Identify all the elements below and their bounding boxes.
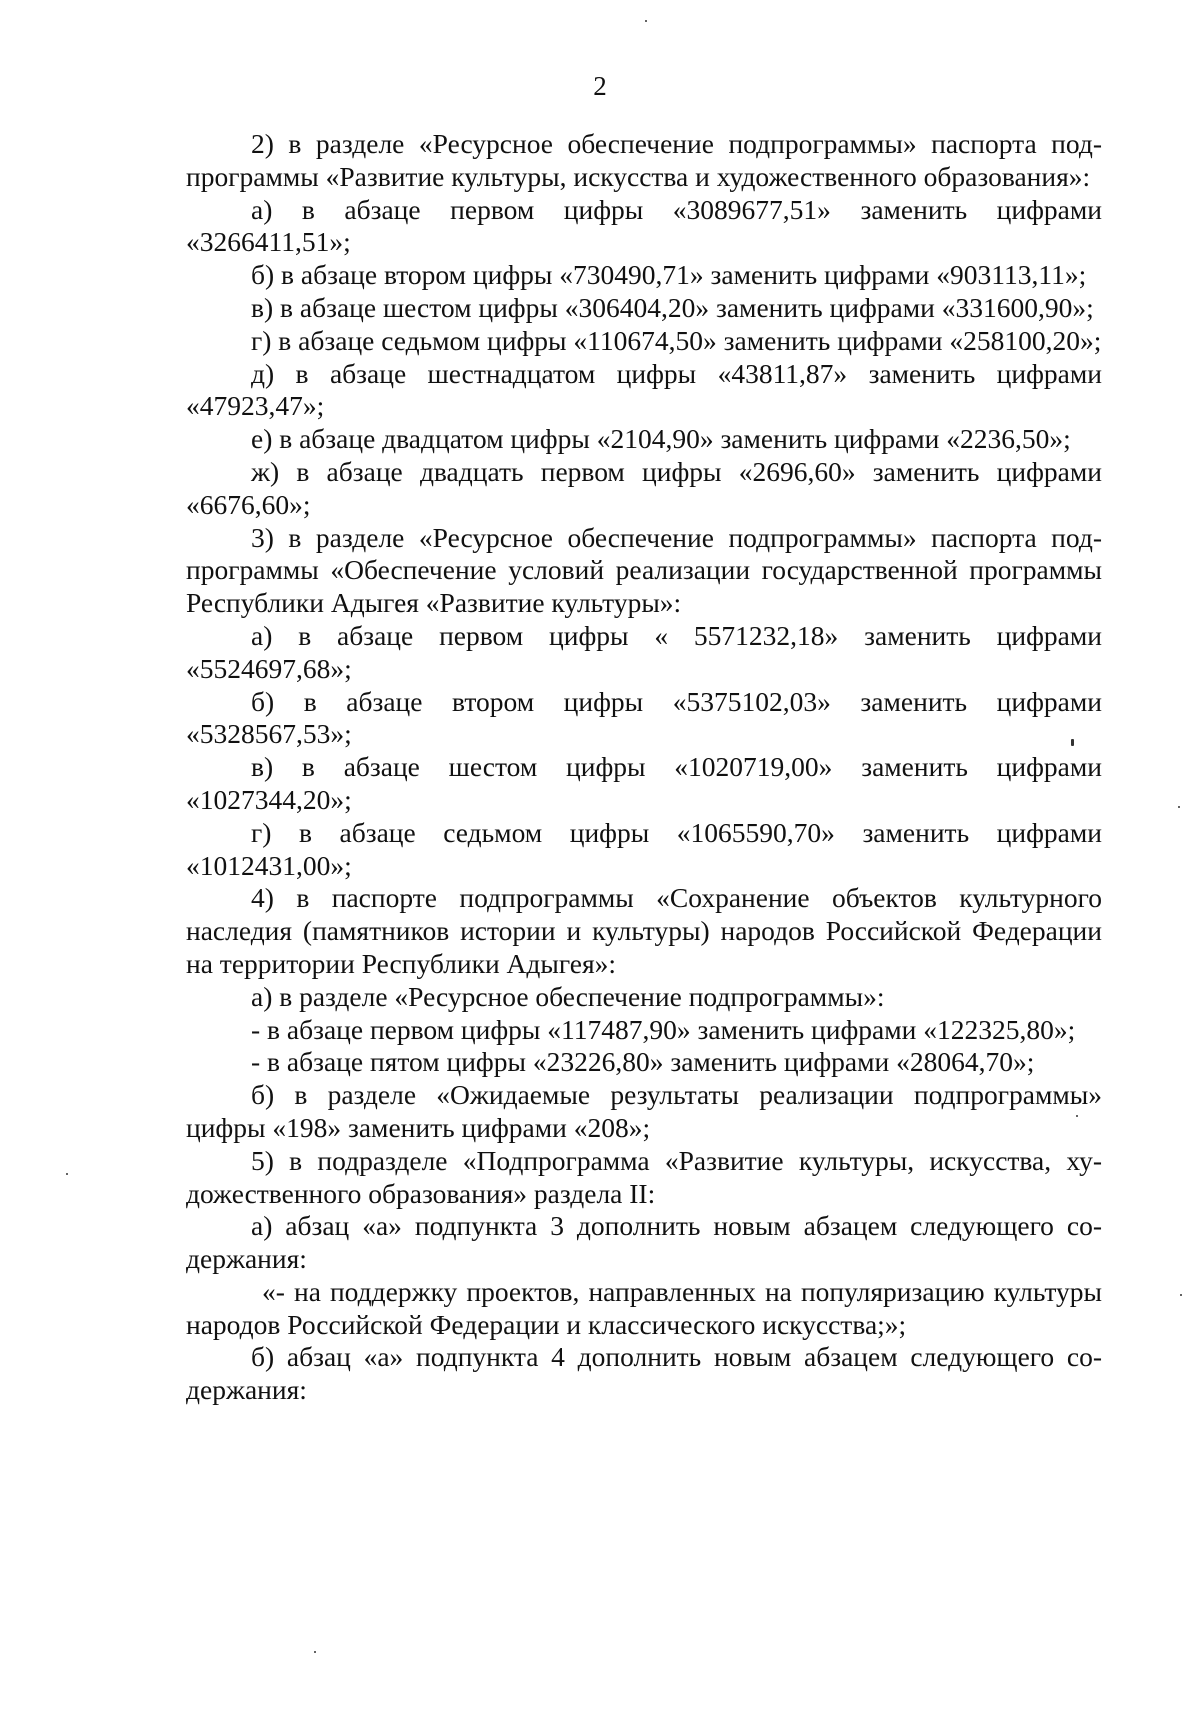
subitem-2e: е) в абзаце двадцатом цифры «2104,90» заменить цифрами «2236,50»; [251,423,1071,455]
scan-speck [1071,739,1074,746]
scan-speck [645,20,647,22]
paragraph-item-3: 3) в разделе «Ресурсное обеспечение подпрограммы» паспорта подпрограммы «Обеспечение условий реализации государственной программы Республики Адыгея «Развитие культуры»: [186,521,1102,619]
paragraph-item-2: 2) в разделе «Ресурсное обеспечение подпрограммы» паспорта подпрограммы «Развитие культуры, искусства и художественного образования»: [186,128,1102,192]
subitem-3g: г) в абзаце седьмом цифры «1065590,70» заменить цифрами «1012431,00»; [186,816,1102,881]
subitem-3a: а) в абзаце первом цифры « 5571232,18» заменить цифрами «5524697,68»; [186,619,1102,684]
subitem-5a: а) абзац «а» подпункта 3 дополнить новым абзацем следующего содержания: [186,1210,1102,1275]
scan-speck [1180,1294,1182,1296]
scan-speck [1178,806,1180,808]
paragraph-item-4: 4) в паспорте подпрограммы «Сохранение объектов культурного наследия (памятников истории и культуры) народов Российской Федерации на территории Республики Адыгея»: [186,882,1102,979]
quoted-new-paragraph: «- на поддержку проектов, направленных на популяризацию культуры народов Российской Федерации и классического искусства;»; [186,1275,1102,1340]
scan-speck [1076,1115,1078,1117]
subitem-4a-dash-1: - в абзаце первом цифры «117487,90» заменить цифрами «122325,80»; [251,1013,1076,1045]
paragraph-item-5: 5) в подразделе «Подпрограмма «Развитие культуры, искусства, художественного образования» раздела II: [186,1144,1102,1209]
subitem-2zh: ж) в абзаце двадцать первом цифры «2696,60» заменить цифрами «6676,60»; [186,455,1102,520]
subitem-5b: б) абзац «а» подпункта 4 дополнить новым абзацем следующего содержания: [186,1341,1102,1406]
subitem-4b: б) в разделе «Ожидаемые результаты реализации подпрограммы» цифры «198» заменить цифрами «208»; [186,1079,1102,1143]
subitem-2v: в) в абзаце шестом цифры «306404,20» заменить цифрами «331600,90»; [251,291,1094,323]
subitem-2a: а) в абзаце первом цифры «3089677,51» заменить цифрами «3266411,51»; [186,193,1102,258]
page-number: 2 [593,71,607,101]
scan-speck [66,1173,68,1175]
subitem-3b: б) в абзаце втором цифры «5375102,03» заменить цифрами «5328567,53»; [186,685,1102,750]
subitem-4a-dash-2: - в абзаце пятом цифры «23226,80» заменить цифрами «28064,70»; [251,1046,1035,1078]
subitem-2d: д) в абзаце шестнадцатом цифры «43811,87» заменить цифрами «47923,47»; [186,357,1102,422]
scan-speck [314,1651,316,1653]
subitem-3v: в) в абзаце шестом цифры «1020719,00» заменить цифрами «1027344,20»; [186,751,1102,815]
document-body [186,128,1102,1407]
subitem-2g: г) в абзаце седьмом цифры «110674,50» заменить цифрами «258100,20»; [251,324,1102,356]
subitem-4a: а) в разделе «Ресурсное обеспечение подпрограммы»: [251,980,885,1012]
subitem-2b: б) в абзаце втором цифры «730490,71» заменить цифрами «903113,11»; [251,259,1087,291]
